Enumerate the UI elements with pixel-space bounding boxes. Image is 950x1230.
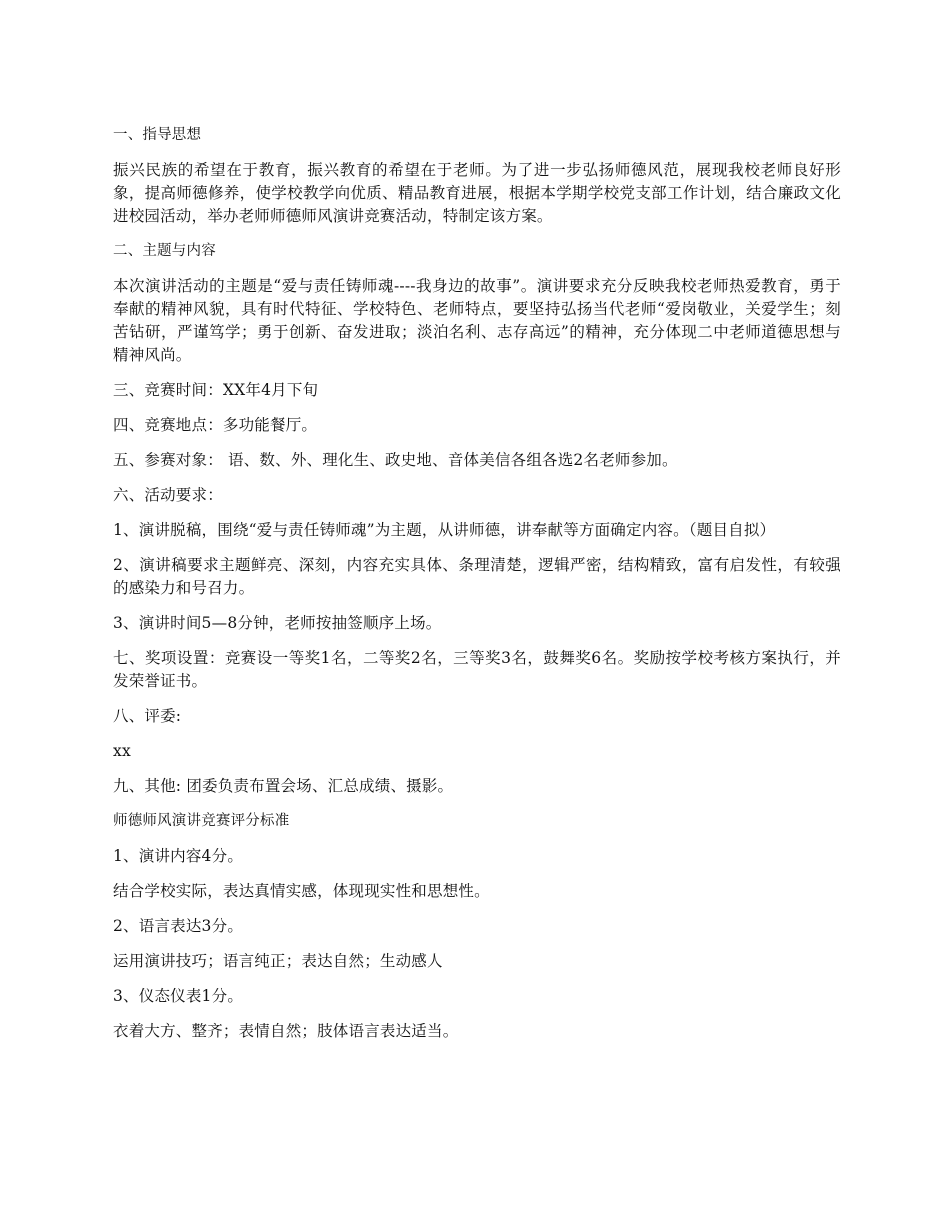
score-item-3-description: 衣着大方、整齐；表情自然；肢体语言表达适当。 [113, 1022, 459, 1040]
section-heading-requirements: 六、活动要求： [113, 486, 223, 504]
score-item-1: 1、演讲内容4分。 [113, 847, 244, 865]
scoring-standard-title: 师德师风演讲竞赛评分标准 [113, 813, 290, 829]
judges-value: xx [113, 742, 131, 760]
section-heading-guiding-thought: 一、指导思想 [113, 127, 202, 143]
requirement-2: 2、演讲稿要求主题鲜亮、深刻，内容充实具体、条理清楚，逻辑严密，结构精致，富有启发性，有较强的感染力和号召力。 [113, 556, 841, 597]
score-item-3: 3、仪态仪表1分。 [113, 987, 244, 1005]
score-item-2-description: 运用演讲技巧；语言纯正；表达自然；生动感人 [113, 952, 443, 970]
requirement-3: 3、演讲时间5—8分钟，老师按抽签顺序上场。 [113, 614, 442, 632]
other-notes: 九、其他: 团委负责布置会场、汇总成绩、摄影。 [113, 777, 454, 795]
document-body [113, 124, 841, 1055]
score-item-2: 2、语言表达3分。 [113, 917, 244, 935]
section-heading-judges: 八、评委: [113, 707, 182, 725]
paragraph-theme: 本次演讲活动的主题是“爱与责任铸师魂----我身边的故事”。演讲要求充分反映我校老师热爱教育，勇于奉献的精神风貌，具有时代特征、学校特色、老师特点，要坚持弘扬当代老师“爱岗敬业，关爱学生；刻苦钻研，严谨笃学；勇于创新、奋发进取；淡泊名利、志存高远”的精神，充分体现二中老师道德思想与精神风尚。 [113, 277, 841, 364]
score-item-1-description: 结合学校实际，表达真情实感，体现现实性和思想性。 [113, 882, 490, 900]
requirement-1: 1、演讲脱稿，围绕“爱与责任铸师魂”为主题，从讲师德，讲奉献等方面确定内容。（题目自拟） [113, 521, 776, 539]
competition-venue: 四、竞赛地点：多功能餐厅。 [113, 416, 318, 434]
paragraph-guiding-thought: 振兴民族的希望在于教育，振兴教育的希望在于老师。为了进一步弘扬师德风范，展现我校老师良好形象，提高师德修养，使学校教学向优质、精品教育进展，根据本学期学校党支部工作计划，结合廉政文化进校园活动，举办老师师德师风演讲竞赛活动，特制定该方案。 [113, 161, 841, 225]
competition-time: 三、竞赛时间：XX年4月下旬 [113, 381, 319, 399]
section-heading-theme: 二、主题与内容 [113, 243, 216, 259]
awards: 七、奖项设置：竞赛设一等奖1名，二等奖2名，三等奖3名，鼓舞奖6名。奖励按学校考核方案执行，并发荣誉证书。 [113, 649, 841, 690]
participants: 五、参赛对象： 语、数、外、理化生、政史地、音体美信各组各选2名老师参加。 [113, 451, 678, 469]
